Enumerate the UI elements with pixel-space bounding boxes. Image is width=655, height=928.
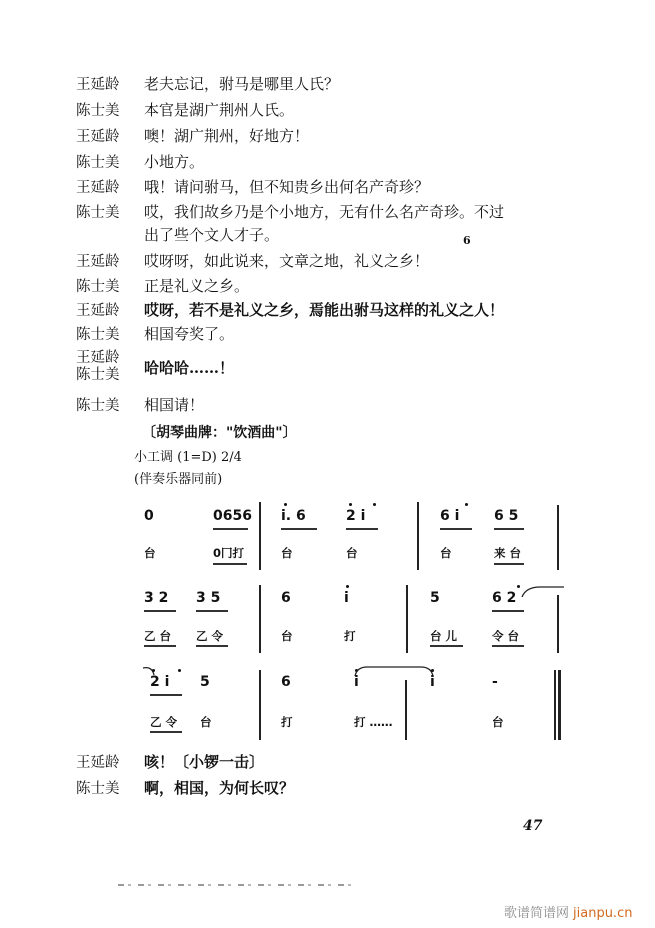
percussion-syllable: 台 <box>281 546 293 560</box>
speaker-name: 陈士美 <box>76 398 120 414</box>
underline <box>144 610 176 612</box>
key-signature-line: 小工调 (1=D) 2/4 <box>134 450 242 465</box>
dialogue-line <box>76 252 429 271</box>
underline <box>150 731 182 733</box>
percussion-syllable: 来 台 <box>494 546 522 560</box>
octave-dot <box>284 503 287 506</box>
octave-dot <box>178 669 181 672</box>
dialogue-line <box>76 75 339 94</box>
percussion-syllable: 台 <box>492 715 504 729</box>
dialogue-line <box>76 753 264 772</box>
bar-line <box>557 505 559 570</box>
percussion-syllable: 乙 令 <box>196 629 224 643</box>
speaker-name: 陈士美 <box>76 103 120 119</box>
speech-text: 哎呀呀，如此说来，文章之地，礼义之乡！ <box>144 252 430 270</box>
octave-dot <box>152 669 155 672</box>
note: - <box>492 674 498 690</box>
bar-line <box>259 502 261 570</box>
speaker-name: 王延龄 <box>76 755 120 771</box>
percussion-syllable: 打 …… <box>354 715 393 729</box>
underline <box>492 610 524 612</box>
speech-text: 老夫忘记，驸马是哪里人氏？ <box>144 75 340 93</box>
speaker-name: 王延龄 <box>76 254 120 270</box>
percussion-syllable: 0冂打 <box>213 546 245 560</box>
speaker-name: 陈士美 <box>76 279 120 295</box>
bar-line <box>405 680 407 740</box>
underline <box>281 528 317 530</box>
final-bar-thick <box>558 670 561 740</box>
note: 0656 <box>213 508 252 524</box>
tie-arc <box>353 664 435 678</box>
speaker-name: 王延龄 <box>76 129 120 145</box>
percussion-syllable: 台 <box>281 629 293 643</box>
note: 5 <box>430 590 440 606</box>
speaker-name: 王延龄 <box>76 303 120 319</box>
percussion-syllable: 台 <box>346 546 358 560</box>
note: 6 <box>281 590 291 606</box>
speech-text: 哦！请问驸马，但不知贵乡出何名产奇珍？ <box>144 178 430 196</box>
dialogue-line <box>76 277 249 296</box>
instruments-note: (伴奏乐器同前) <box>134 472 223 487</box>
bar-line <box>259 585 261 653</box>
dialogue-line <box>144 359 234 377</box>
percussion-syllable: 台 <box>144 546 156 560</box>
underline <box>494 563 524 565</box>
underline <box>440 528 472 530</box>
percussion-syllable: 台 <box>440 546 452 560</box>
speech-text: 噢！湖广荆州，好地方！ <box>144 127 310 145</box>
dialogue-line-continuation <box>76 226 279 244</box>
dialogue-line <box>76 178 429 197</box>
speech-text: 哈哈哈……！ <box>144 359 235 377</box>
percussion-syllable: 乙 台 <box>144 629 172 643</box>
note: 3 5 <box>196 590 221 606</box>
underline <box>492 645 524 647</box>
underline <box>196 645 228 647</box>
note: i. 6 <box>281 508 306 524</box>
page-number: 47 <box>523 818 543 834</box>
note: i <box>354 674 359 690</box>
percussion-syllable: 台 <box>200 715 212 729</box>
percussion-syllable: 打 <box>344 629 356 643</box>
speech-text: 正是礼义之乡。 <box>144 277 250 295</box>
underline <box>150 694 182 696</box>
note: 2 i <box>150 674 170 690</box>
note: 6 5 <box>494 508 519 524</box>
speech-text: 哎呀，若不是礼义之乡，焉能出驸马这样的礼义之人！ <box>144 301 505 319</box>
dialogue-line <box>76 203 504 222</box>
speaker-name: 陈士美 <box>76 781 120 797</box>
speech-text: 出了些个文人才子。 <box>144 226 280 244</box>
speech-text: 相国请！ <box>144 396 205 414</box>
speech-text: 本官是湖广荆州人氏。 <box>144 101 295 119</box>
underline <box>213 563 247 565</box>
note: 0 <box>144 508 154 524</box>
speaker-name: 陈士美 <box>76 205 120 221</box>
dialogue-line <box>76 396 204 415</box>
speech-text: 相国夸奖了。 <box>144 325 235 343</box>
speaker-name: 陈士美 <box>76 155 120 171</box>
watermark-en: jianpu.cn <box>573 906 633 921</box>
note: 2 i <box>346 508 366 524</box>
note: 3 2 <box>144 590 169 606</box>
speaker-name: 王延龄 <box>76 77 120 93</box>
octave-dot <box>346 585 349 588</box>
watermark-cn: 歌谱简谱网 <box>504 906 570 921</box>
speaker-name: 王延龄 <box>76 180 120 196</box>
speaker-name: 陈士美 <box>76 327 120 343</box>
speech-text: 啊，相国，为何长叹？ <box>144 779 295 797</box>
underline <box>346 528 378 530</box>
note: 6 i <box>440 508 460 524</box>
dialogue-line <box>76 779 294 798</box>
speech-text: 小地方。 <box>144 153 205 171</box>
underline <box>144 645 176 647</box>
bar-line <box>417 502 419 570</box>
final-bar-thin <box>554 670 556 740</box>
underline <box>196 610 228 612</box>
dialogue-line <box>76 301 504 320</box>
octave-dot <box>431 669 434 672</box>
underline <box>494 528 524 530</box>
note: i <box>430 674 435 690</box>
percussion-syllable: 台 儿 <box>430 629 458 643</box>
stray-mark: 6 <box>463 234 471 247</box>
watermark <box>504 902 632 921</box>
music-heading: 〔胡琴曲牌："饮酒曲"〕 <box>142 425 297 441</box>
dialogue-line <box>76 127 309 146</box>
scan-artifact <box>118 884 353 886</box>
percussion-syllable: 乙 令 <box>150 715 178 729</box>
bar-line <box>406 585 408 653</box>
speaker-pair <box>76 350 120 384</box>
dialogue-line <box>76 153 204 172</box>
bar-line <box>259 670 261 740</box>
dialogue-line <box>76 101 294 120</box>
underline <box>430 645 463 647</box>
octave-dot <box>373 503 376 506</box>
note: 6 <box>281 674 291 690</box>
note: 5 <box>200 674 210 690</box>
octave-dot <box>349 503 352 506</box>
speech-text: 哎，我们故乡乃是个小地方，无有什么名产奇珍。不过 <box>144 203 505 221</box>
speaker-name: 王延龄 <box>76 350 120 366</box>
octave-dot <box>465 503 468 506</box>
percussion-syllable: 打 <box>281 715 293 729</box>
underline <box>213 528 248 530</box>
note: 6 2 <box>492 590 517 606</box>
percussion-syllable: 令 台 <box>492 629 520 643</box>
note: i <box>344 590 349 606</box>
speaker-name: 陈士美 <box>76 367 120 383</box>
bar-line <box>557 595 559 653</box>
dialogue-line <box>76 325 234 344</box>
speech-text: 咳！〔小锣一击〕 <box>144 753 265 771</box>
